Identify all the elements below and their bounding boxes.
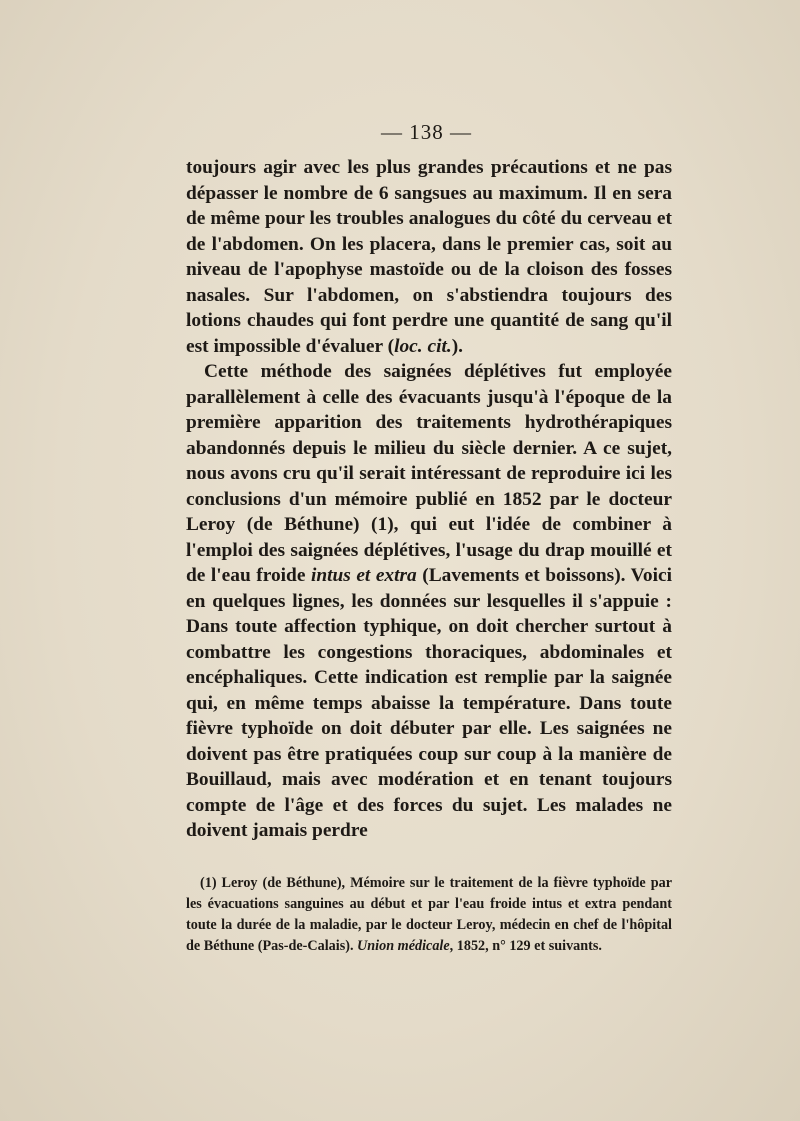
paragraph-2-text-b: (Lavements et boissons). Voici en quelques lignes, les données sur lesquelles il s'appuie : Dans toute affection typhique, on doit chercher surtout à combattre les congestions thoraciques, abdominales et encéphaliques. Cette indication est remplie par la saignée qui, en même temps abaisse la température. Dans toute fièvre typhoïde on doit débuter par elle. Les saignées ne doivent pas être pratiquées coup sur coup à la manière de Bouillaud, mais avec modération et en tenant toujours compte de l'âge et des forces du sujet. Les malades ne doivent jamais perdre	[186, 565, 672, 841]
footnote-italic: Union médicale	[357, 938, 450, 954]
footnote-text-b: , 1852, n° 129 et suivants.	[449, 938, 602, 954]
footnote-text-a: (1) Leroy (de Béthune), Mémoire sur le traitement de la fièvre typhoïde par les évacuations sanguines au début et par l'eau froide intus et extra pendant toute la durée de la maladie, par le docteur Leroy, médecin en chef de l'hôpital de Béthune (Pas-de-Calais).	[186, 875, 672, 954]
paragraph-1-italic: loc. cit.	[394, 335, 452, 357]
body-text	[186, 155, 672, 844]
paragraph-1-text: toujours agir avec les plus grandes précautions et ne pas dépasser le nombre de 6 sangsues au maximum. Il en sera de même pour les troubles analogues du côté du cerveau et de l'abdomen. On les placera, dans le premier cas, soit au niveau de l'apophyse mastoïde ou de la cloison des fosses nasales. Sur l'abdomen, on s'abstiendra toujours des lotions chaudes qui font perdre une quantité de sang qu'il est impossible d'évaluer (	[186, 157, 672, 357]
footnote	[186, 873, 672, 957]
page-number: — 138 —	[381, 120, 472, 144]
paragraph-2-text-a: Cette méthode des saignées déplétives fut employée parallèlement à celle des évacuants jusqu'à l'époque de la première apparition des traitements hydrothérapiques abandonnés depuis le milieu du siècle dernier. A ce sujet, nous avons cru qu'il serait intéressant de reproduire ici les conclusions d'un mémoire publié en 1852 par le docteur Leroy (de Béthune) (1), qui eut l'idée de combiner à l'emploi des saignées déplétives, l'usage du drap mouillé et de l'eau froide	[186, 361, 672, 586]
paragraph-2-italic: intus et extra	[310, 565, 417, 586]
footnote-text	[186, 873, 672, 957]
paragraph-2	[186, 359, 672, 844]
paragraph-1-end: ).	[451, 335, 464, 357]
paragraph-1	[186, 155, 672, 359]
